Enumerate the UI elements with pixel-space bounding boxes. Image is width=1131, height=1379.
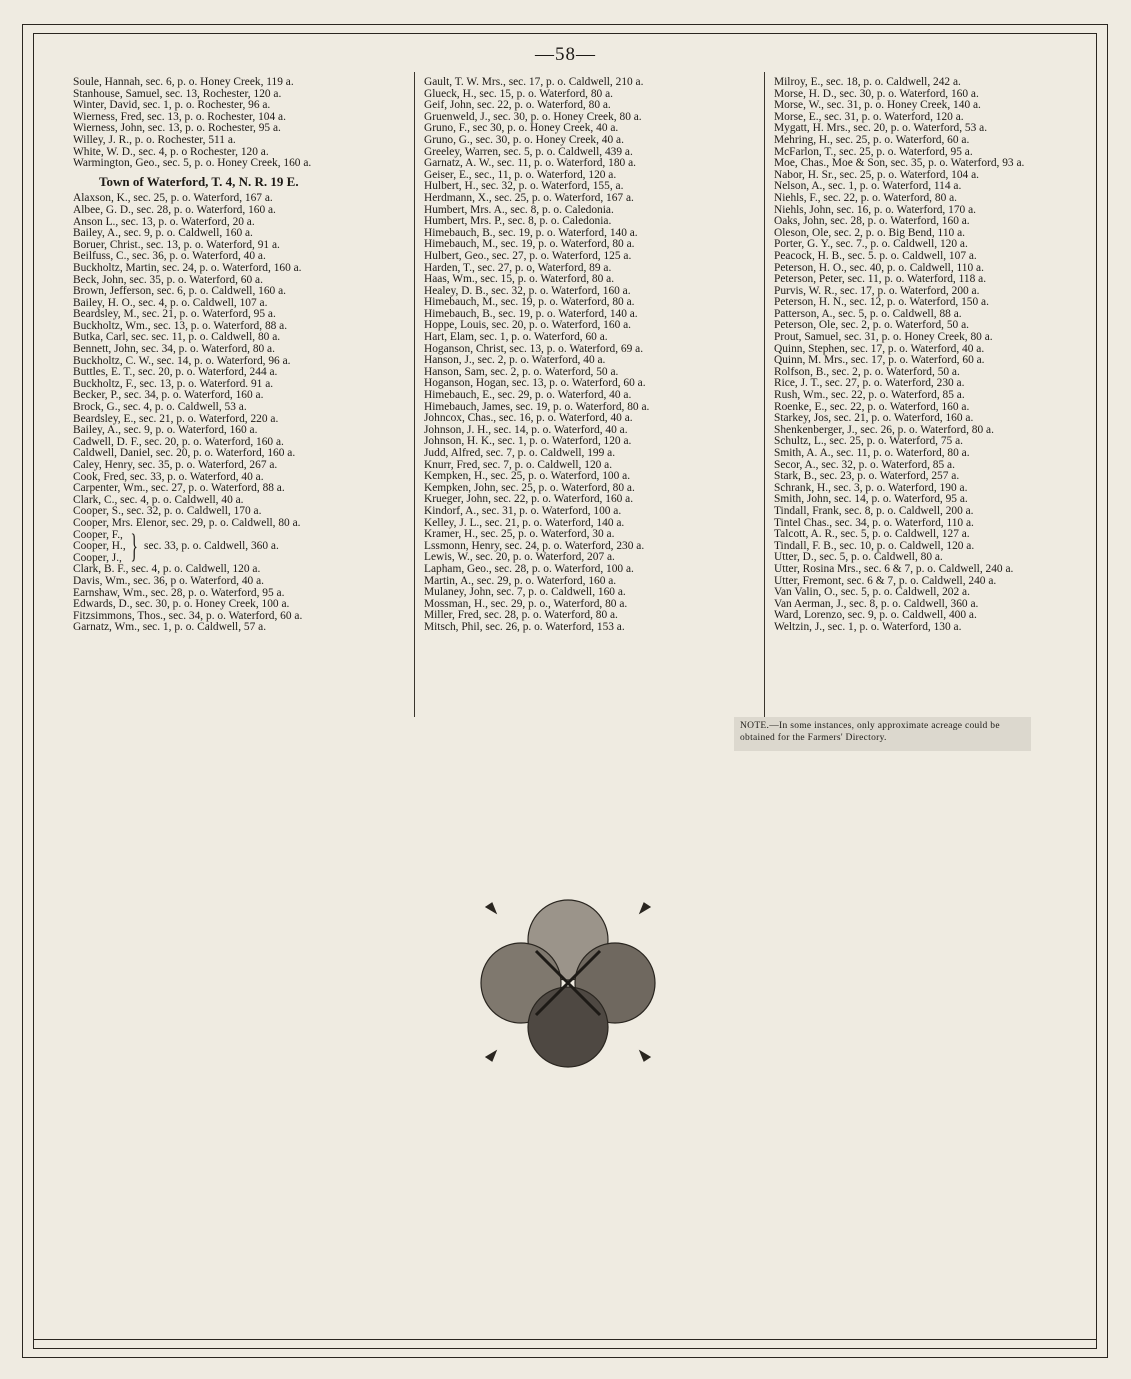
directory-entry: Beardsley, E., sec. 21, p. o. Waterford, 220 a. <box>73 412 279 425</box>
directory-entry: Schultz, L., sec. 25, p. o. Waterford, 75 a. <box>774 435 963 448</box>
directory-entry: Nelson, A., sec. 1, p. o. Waterford, 114 a. <box>774 180 962 193</box>
directory-entry: Himebauch, M., sec. 19, p. o. Waterford, 80 a. <box>424 296 635 309</box>
directory-entry: Soule, Hannah, sec. 6, p. o. Honey Creek, 119 a. <box>73 76 294 88</box>
directory-entry: Cooper, J., <box>73 551 122 564</box>
directory-entry: Himebauch, E., sec. 29, p. o. Waterford, 40 a. <box>424 389 632 402</box>
farm-vignette-illustration <box>476 885 660 1075</box>
directory-entry: Fitzsimmons, Thos., sec. 34, p. o. Waterford, 60 a. <box>73 609 303 622</box>
directory-entry: Herdmann, X., sec. 25, p. o. Waterford, 167 a. <box>424 191 634 204</box>
directory-entry: Milroy, E., sec. 18, p. o. Caldwell, 242 a. <box>774 76 961 88</box>
directory-entry: Martin, A., sec. 29, p. o. Waterford, 160 a. <box>424 574 617 587</box>
directory-note: NOTE.—In some instances, only approximate acreage could be obtained for the Farmers' Directory. <box>734 717 1031 751</box>
directory-entry: Roenke, E., sec. 22, p. o. Waterford, 160 a. <box>774 400 970 413</box>
directory-column-2 <box>424 77 724 634</box>
directory-entry: Gruno, G., sec. 30, p. o. Honey Creek, 40 a. <box>424 133 624 146</box>
directory-column-3 <box>774 77 1094 634</box>
directory-entry: Tintel Chas., sec. 34, p. o. Waterford, 110 a. <box>774 516 974 529</box>
directory-entry: Cooper, F., <box>73 528 123 541</box>
directory-entry: Cooper, Mrs. Elenor, sec. 29, p. o. Caldwell, 80 a. <box>73 516 301 529</box>
directory-entry: Edwards, D., sec. 30, p. o. Honey Creek, 100 a. <box>73 598 290 611</box>
directory-entry: Stanhouse, Samuel, sec. 13, Rochester, 120 a. <box>73 87 282 100</box>
directory-entry: Kelley, J. L., sec. 21, p. o. Waterford, 140 a. <box>424 516 625 529</box>
directory-entry: Caldwell, Daniel, sec. 20, p. o. Waterford, 160 a. <box>73 447 296 460</box>
directory-entry: Kempken, H., sec. 25, p. o. Waterford, 100 a. <box>424 470 631 483</box>
directory-entry: Buckholtz, Martin, sec. 24, p. o. Waterford, 160 a. <box>73 261 302 274</box>
directory-entry: McFarlon, T., sec. 25, p. o. Waterford, 95 a. <box>774 145 973 158</box>
directory-entry: Hoganson, Christ, sec. 13, p. o. Waterford, 69 a. <box>424 342 644 355</box>
directory-entry: White, W. D., sec. 4, p. o Rochester, 120 a. <box>73 145 269 158</box>
directory-entry: Rush, Wm., sec. 22, p. o. Waterford, 85 a. <box>774 389 965 402</box>
column-divider-2 <box>764 72 765 717</box>
directory-entry: Lewis, W., sec. 20, p. o. Waterford, 207 a. <box>424 551 615 564</box>
directory-entry: Bennett, John, sec. 34, p. o. Waterford, 80 a. <box>73 343 275 356</box>
directory-entry: Clark, B. F., sec. 4, p. o. Caldwell, 120 a. <box>73 563 261 576</box>
directory-entry: Kramer, H., sec. 25, p. o. Waterford, 30 a. <box>424 528 615 541</box>
directory-entry: Brown, Jefferson, sec. 6, p. o. Caldwell, 160 a. <box>73 285 287 298</box>
directory-entry: Kempken, John, sec. 25, p. o. Waterford, 80 a. <box>424 481 635 494</box>
directory-entry: Clark, C., sec. 4, p. o. Caldwell, 40 a. <box>73 493 244 506</box>
directory-entry: Rolfson, B., sec. 2, p. o. Waterford, 50 a. <box>774 365 960 378</box>
directory-entry: Talcott, A. R., sec. 5, p. o. Caldwell, 127 a. <box>774 528 970 541</box>
directory-entry: Cooper, H., <box>73 540 126 553</box>
directory-entry: Hanson, Sam, sec. 2, p. o. Waterford, 50 a. <box>424 365 619 378</box>
directory-entry: Buckholtz, F., sec. 13, p. o. Waterford. 91 a. <box>73 377 274 390</box>
directory-entry: Hulbert, H., sec. 32, p. o. Waterford, 155, a. <box>424 180 624 193</box>
directory-entry: Garnatz, A. W., sec. 11, p. o. Waterford, 180 a. <box>424 157 636 170</box>
directory-column-1 <box>73 77 393 634</box>
directory-entry: Morse, E., sec. 31, p. o. Waterford, 120 a. <box>774 110 964 123</box>
directory-entry: Beardsley, M., sec. 21, p. o. Waterford, 95 a. <box>73 308 276 321</box>
directory-entry: Knurr, Fred, sec. 7, p. o. Caldwell, 120 a. <box>424 458 613 471</box>
bracket-names <box>73 530 126 565</box>
bottom-rule <box>33 1339 1097 1340</box>
directory-entry: Tindall, Frank, sec. 8, p. o. Caldwell, 200 a. <box>774 504 974 517</box>
directory-entry: Alaxson, K., sec. 25, p. o. Waterford, 167 a. <box>73 192 273 205</box>
directory-entry: Utter, Rosina Mrs., sec. 6 & 7, p. o. Caldwell, 240 a. <box>774 562 1014 575</box>
directory-entry: Hart, Elam, sec. 1, p. o. Waterford, 60 a. <box>424 331 608 344</box>
directory-entry: Haas, Wm., sec. 15, p. o. Waterford, 80 a. <box>424 273 615 286</box>
directory-entry: Purvis, W. R., sec. 17, p. o. Waterford, 200 a. <box>774 284 980 297</box>
directory-entry: Humbert, Mrs. A., sec. 8, p. o. Caledonia. <box>424 203 614 216</box>
directory-entry: Earnshaw, Wm., sec. 28, p. o. Waterford, 95 a. <box>73 586 285 599</box>
directory-entry: Utter, D., sec. 5, p. o. Caldwell, 80 a. <box>774 551 943 564</box>
column-divider-1 <box>414 72 415 717</box>
directory-entry: Buckholtz, C. W., sec. 14, p. o. Waterford, 96 a. <box>73 354 291 367</box>
directory-entry: Mossman, H., sec. 29, p. o., Waterford, 80 a. <box>424 597 628 610</box>
directory-entry: Buckholtz, Wm., sec. 13, p. o. Waterford, 88 a. <box>73 319 288 332</box>
directory-entry: Moe, Chas., Moe & Son, sec. 35, p. o. Waterford, 93 a. <box>774 157 1025 170</box>
directory-entry: Smith, A. A., sec. 11, p. o. Waterford, 80 a. <box>774 447 970 459</box>
directory-entry: Peterson, H. O., sec. 40, p. o. Caldwell, 110 a. <box>774 261 984 274</box>
directory-entry: Quinn, Stephen, sec. 17, p. o. Waterford, 40 a. <box>774 342 985 355</box>
directory-entry: Gruno, F., sec 30, p. o. Honey Creek, 40 a. <box>424 122 619 135</box>
directory-entry: Hoganson, Hogan, sec. 13, p. o. Waterford, 60 a. <box>424 377 646 390</box>
directory-entry: Rice, J. T., sec. 27, p. o. Waterford, 230 a. <box>774 377 965 390</box>
directory-entry: Healey, D. B., sec. 32, p. o. Waterford, 160 a. <box>424 284 631 297</box>
directory-entry: Van Aerman, J., sec. 8, p. o. Caldwell, 360 a. <box>774 597 979 610</box>
directory-entry: Carpenter, Wm., sec. 27, p. o. Waterford, 88 a. <box>73 482 285 495</box>
directory-entry: Morse, W., sec. 31, p. o. Honey Creek, 140 a. <box>774 99 981 112</box>
directory-entry: Cadwell, D. F., sec. 20, p. o. Waterford, 160 a. <box>73 435 284 448</box>
directory-entry: Nabor, H. Sr., sec. 25, p. o. Waterford, 104 a. <box>774 168 979 181</box>
entries-top <box>73 77 393 170</box>
directory-entry: Oleson, Ole, sec. 2, p. o. Big Bend, 110 a. <box>774 226 965 239</box>
directory-entry: Peterson, H. N., sec. 12, p. o. Waterford, 150 a. <box>774 296 989 309</box>
directory-entry: Harden, T., sec. 27, p. o, Waterford, 89 a. <box>424 261 612 274</box>
directory-entry: Greeley, Warren, sec. 5, p. o. Caldwell, 439 a. <box>424 145 633 158</box>
directory-entry: Becker, P., sec. 34, p. o. Waterford, 160 a. <box>73 389 264 402</box>
directory-entry: Himebauch, B., sec. 19, p. o. Waterford, 140 a. <box>424 226 638 239</box>
directory-entry: Willey, J. R., p. o. Rochester, 511 a. <box>73 133 236 146</box>
bracket-group-cooper <box>73 527 393 565</box>
directory-entry: Buttles, E. T., sec. 20, p. o. Waterford, 244 a. <box>73 366 278 379</box>
directory-entry: Warmington, Geo., sec. 5, p. o. Honey Creek, 160 a. <box>73 157 312 170</box>
directory-entry: Van Valin, O., sec. 5, p. o. Caldwell, 202 a. <box>774 586 970 599</box>
directory-entry: Wierness, John, sec. 13, p. o. Rochester, 95 a. <box>73 122 281 135</box>
directory-entry: Porter, G. Y., sec. 7., p. o. Caldwell, 120 a. <box>774 238 968 251</box>
directory-entry: Bailey, A., sec. 9, p. o. Caldwell, 160 a. <box>73 227 253 240</box>
directory-entry: Himebauch, B., sec. 19, p. o. Waterford, 140 a. <box>424 307 638 320</box>
directory-entry: Gault, T. W. Mrs., sec. 17, p. o. Caldwell, 210 a. <box>424 76 644 88</box>
directory-entry: Morse, H. D., sec. 30, p. o. Waterford, 160 a. <box>774 87 979 100</box>
directory-entry: Mygatt, H. Mrs., sec. 20, p. o. Waterford, 53 a. <box>774 122 988 135</box>
directory-entry: Weltzin, J., sec. 1, p. o. Waterford, 130 a. <box>774 620 962 633</box>
directory-entry: Starkey, Jos, sec. 21, p. o. Waterford, 160 a. <box>774 412 974 425</box>
directory-entry: Wierness, Fred, sec. 13, p. o. Rochester, 104 a. <box>73 110 286 123</box>
directory-entry: Anson L., sec. 13, p. o. Waterford, 20 a. <box>73 215 255 228</box>
directory-entry: Albee, G. D., sec. 28, p. o. Waterford, 160 a. <box>73 203 276 216</box>
entries-waterford-b <box>73 564 393 634</box>
directory-entry: Mehring, H., sec. 25, p. o. Waterford, 60 a. <box>774 133 970 146</box>
entries-column-2 <box>424 77 724 634</box>
directory-entry: Bailey, A., sec. 9, p. o. Waterford, 160 a. <box>73 424 258 437</box>
directory-entry: Butka, Carl, sec. sec. 11, p. o. Caldwell, 80 a. <box>73 331 281 344</box>
directory-entry: Bailey, H. O., sec. 4, p. o. Caldwell, 107 a. <box>73 296 268 309</box>
directory-entry: Prout, Samuel, sec. 31, p. o. Honey Creek, 80 a. <box>774 331 993 344</box>
directory-entry: Judd, Alfred, sec. 7, p. o. Caldwell, 199 a. <box>424 447 616 459</box>
directory-entry: Garnatz, Wm., sec. 1, p. o. Caldwell, 57 a. <box>73 621 267 634</box>
directory-entry: Cook, Fred, sec. 33, p. o. Waterford, 40 a. <box>73 470 264 483</box>
directory-entry: Hulbert, Geo., sec. 27, p. o. Waterford, 125 a. <box>424 249 632 262</box>
directory-entry: Glueck, H., sec. 15, p. o. Waterford, 80 a. <box>424 87 613 100</box>
town-heading: Town of Waterford, T. 4, N. R. 19 E. <box>99 173 299 189</box>
directory-entry: Davis, Wm., sec. 36, p o. Waterford, 40 a. <box>73 574 264 587</box>
directory-entry: Utter, Fremont, sec. 6 & 7, p. o. Caldwell, 240 a. <box>774 574 997 587</box>
directory-entry: Beilfuss, C., sec. 36, p. o. Waterford, 40 a. <box>73 250 266 263</box>
directory-entry: Winter, David, sec. 1, p. o. Rochester, 96 a. <box>73 99 271 112</box>
directory-entry: Niehls, F., sec. 22, p. o. Waterford, 80 a. <box>774 191 958 204</box>
directory-entry: Humbert, Mrs. P., sec. 8, p. o. Caledonia. <box>424 215 612 228</box>
directory-entry: Peterson, Peter, sec. 11, p. o. Waterford, 118 a. <box>774 273 987 286</box>
directory-entry: Johnson, J. H., sec. 14, p. o. Waterford, 40 a. <box>424 423 628 436</box>
directory-entry: Kindorf, A., sec. 31, p. o. Waterford, 100 a. <box>424 504 622 517</box>
directory-entry: Quinn, M. Mrs., sec. 17, p. o. Waterford, 60 a. <box>774 354 985 367</box>
directory-entry: Oaks, John, sec. 28, p. o. Waterford, 160 a. <box>774 215 970 228</box>
directory-entry: Boruer, Christ., sec. 13, p. o. Waterford, 91 a. <box>73 238 280 251</box>
brace-symbol: } <box>130 527 138 565</box>
directory-entry: Krueger, John, sec. 22, p. o. Waterford, 160 a. <box>424 493 634 506</box>
directory-entry: Niehls, John, sec. 16, p. o. Waterford, 170 a. <box>774 203 976 216</box>
directory-entry: Hanson, J., sec. 2, p. o. Waterford, 40 a. <box>424 354 606 367</box>
directory-entry: Patterson, A., sec. 5, p. o. Caldwell, 88 a. <box>774 307 962 320</box>
directory-entry: Caley, Henry, sec. 35, p. o. Waterford, 267 a. <box>73 459 278 471</box>
directory-entry: Mulaney, John, sec. 7, p. o. Caldwell, 160 a. <box>424 586 626 599</box>
entries-column-3 <box>774 77 1094 634</box>
directory-entry: Beck, John, sec. 35, p. o. Waterford, 60 a. <box>73 273 263 286</box>
entries-waterford-a <box>73 193 393 529</box>
directory-entry: Gruenweld, J., sec. 30, p. o. Honey Creek, 80 a. <box>424 110 642 123</box>
directory-entry: Shenkenberger, J., sec. 26, p. o. Waterford, 80 a. <box>774 423 994 436</box>
directory-entry: Himebauch, James, sec. 19, p. o. Waterford, 80 a. <box>424 400 650 413</box>
directory-entry: Tindall, F. B., sec. 10, p. o. Caldwell, 120 a. <box>774 539 975 552</box>
directory-entry: Smith, John, sec. 14, p. o. Waterford, 95 a. <box>774 493 968 506</box>
directory-entry: Peterson, Ole, sec. 2, p. o. Waterford, 50 a. <box>774 319 969 332</box>
directory-entry: Cooper, S., sec. 32, p. o. Caldwell, 170 a. <box>73 505 262 518</box>
directory-entry: Ward, Lorenzo, sec. 9, p. o. Caldwell, 400 a. <box>774 609 977 622</box>
directory-entry: Miller, Fred, sec. 28, p. o. Waterford, 80 a. <box>424 609 618 622</box>
directory-entry: Mitsch, Phil, sec. 26, p. o. Waterford, 153 a. <box>424 620 625 633</box>
directory-entry: Johncox, Chas., sec. 16, p. o. Waterford, 40 a. <box>424 412 633 425</box>
directory-entry: Geiser, E., sec., 11, p. o. Waterford, 120 a. <box>424 168 617 181</box>
directory-entry: Geif, John, sec. 22, p. o. Waterford, 80 a. <box>424 99 611 112</box>
directory-entry: Lapham, Geo., sec. 28, p. o. Waterford, 100 a. <box>424 562 634 575</box>
page-number: —58— <box>535 44 596 65</box>
directory-entry: Schrank, H., sec. 3, p. o. Waterford, 190 a. <box>774 481 968 494</box>
directory-entry: Secor, A., sec. 32, p. o. Waterford, 85 a. <box>774 458 955 471</box>
directory-entry: Brock, G., sec. 4, p. o. Caldwell, 53 a. <box>73 401 247 414</box>
directory-entry: Himebauch, M., sec. 19, p. o. Waterford, 80 a. <box>424 238 635 251</box>
directory-entry: Johnson, H. K., sec. 1, p. o. Waterford, 120 a. <box>424 435 632 448</box>
directory-entry: Lssmonn, Henry, sec. 24, p. o. Waterford, 230 a. <box>424 539 645 552</box>
directory-entry: Stark, B., sec. 23, p. o. Waterford, 257 a. <box>774 470 960 483</box>
bracket-text: sec. 33, p. o. Caldwell, 360 a. <box>144 540 279 553</box>
directory-entry: Peacock, H. B., sec. 5. p. o. Caldwell, 107 a. <box>774 249 977 262</box>
directory-entry: Hoppe, Louis, sec. 20, p. o. Waterford, 160 a. <box>424 319 632 332</box>
